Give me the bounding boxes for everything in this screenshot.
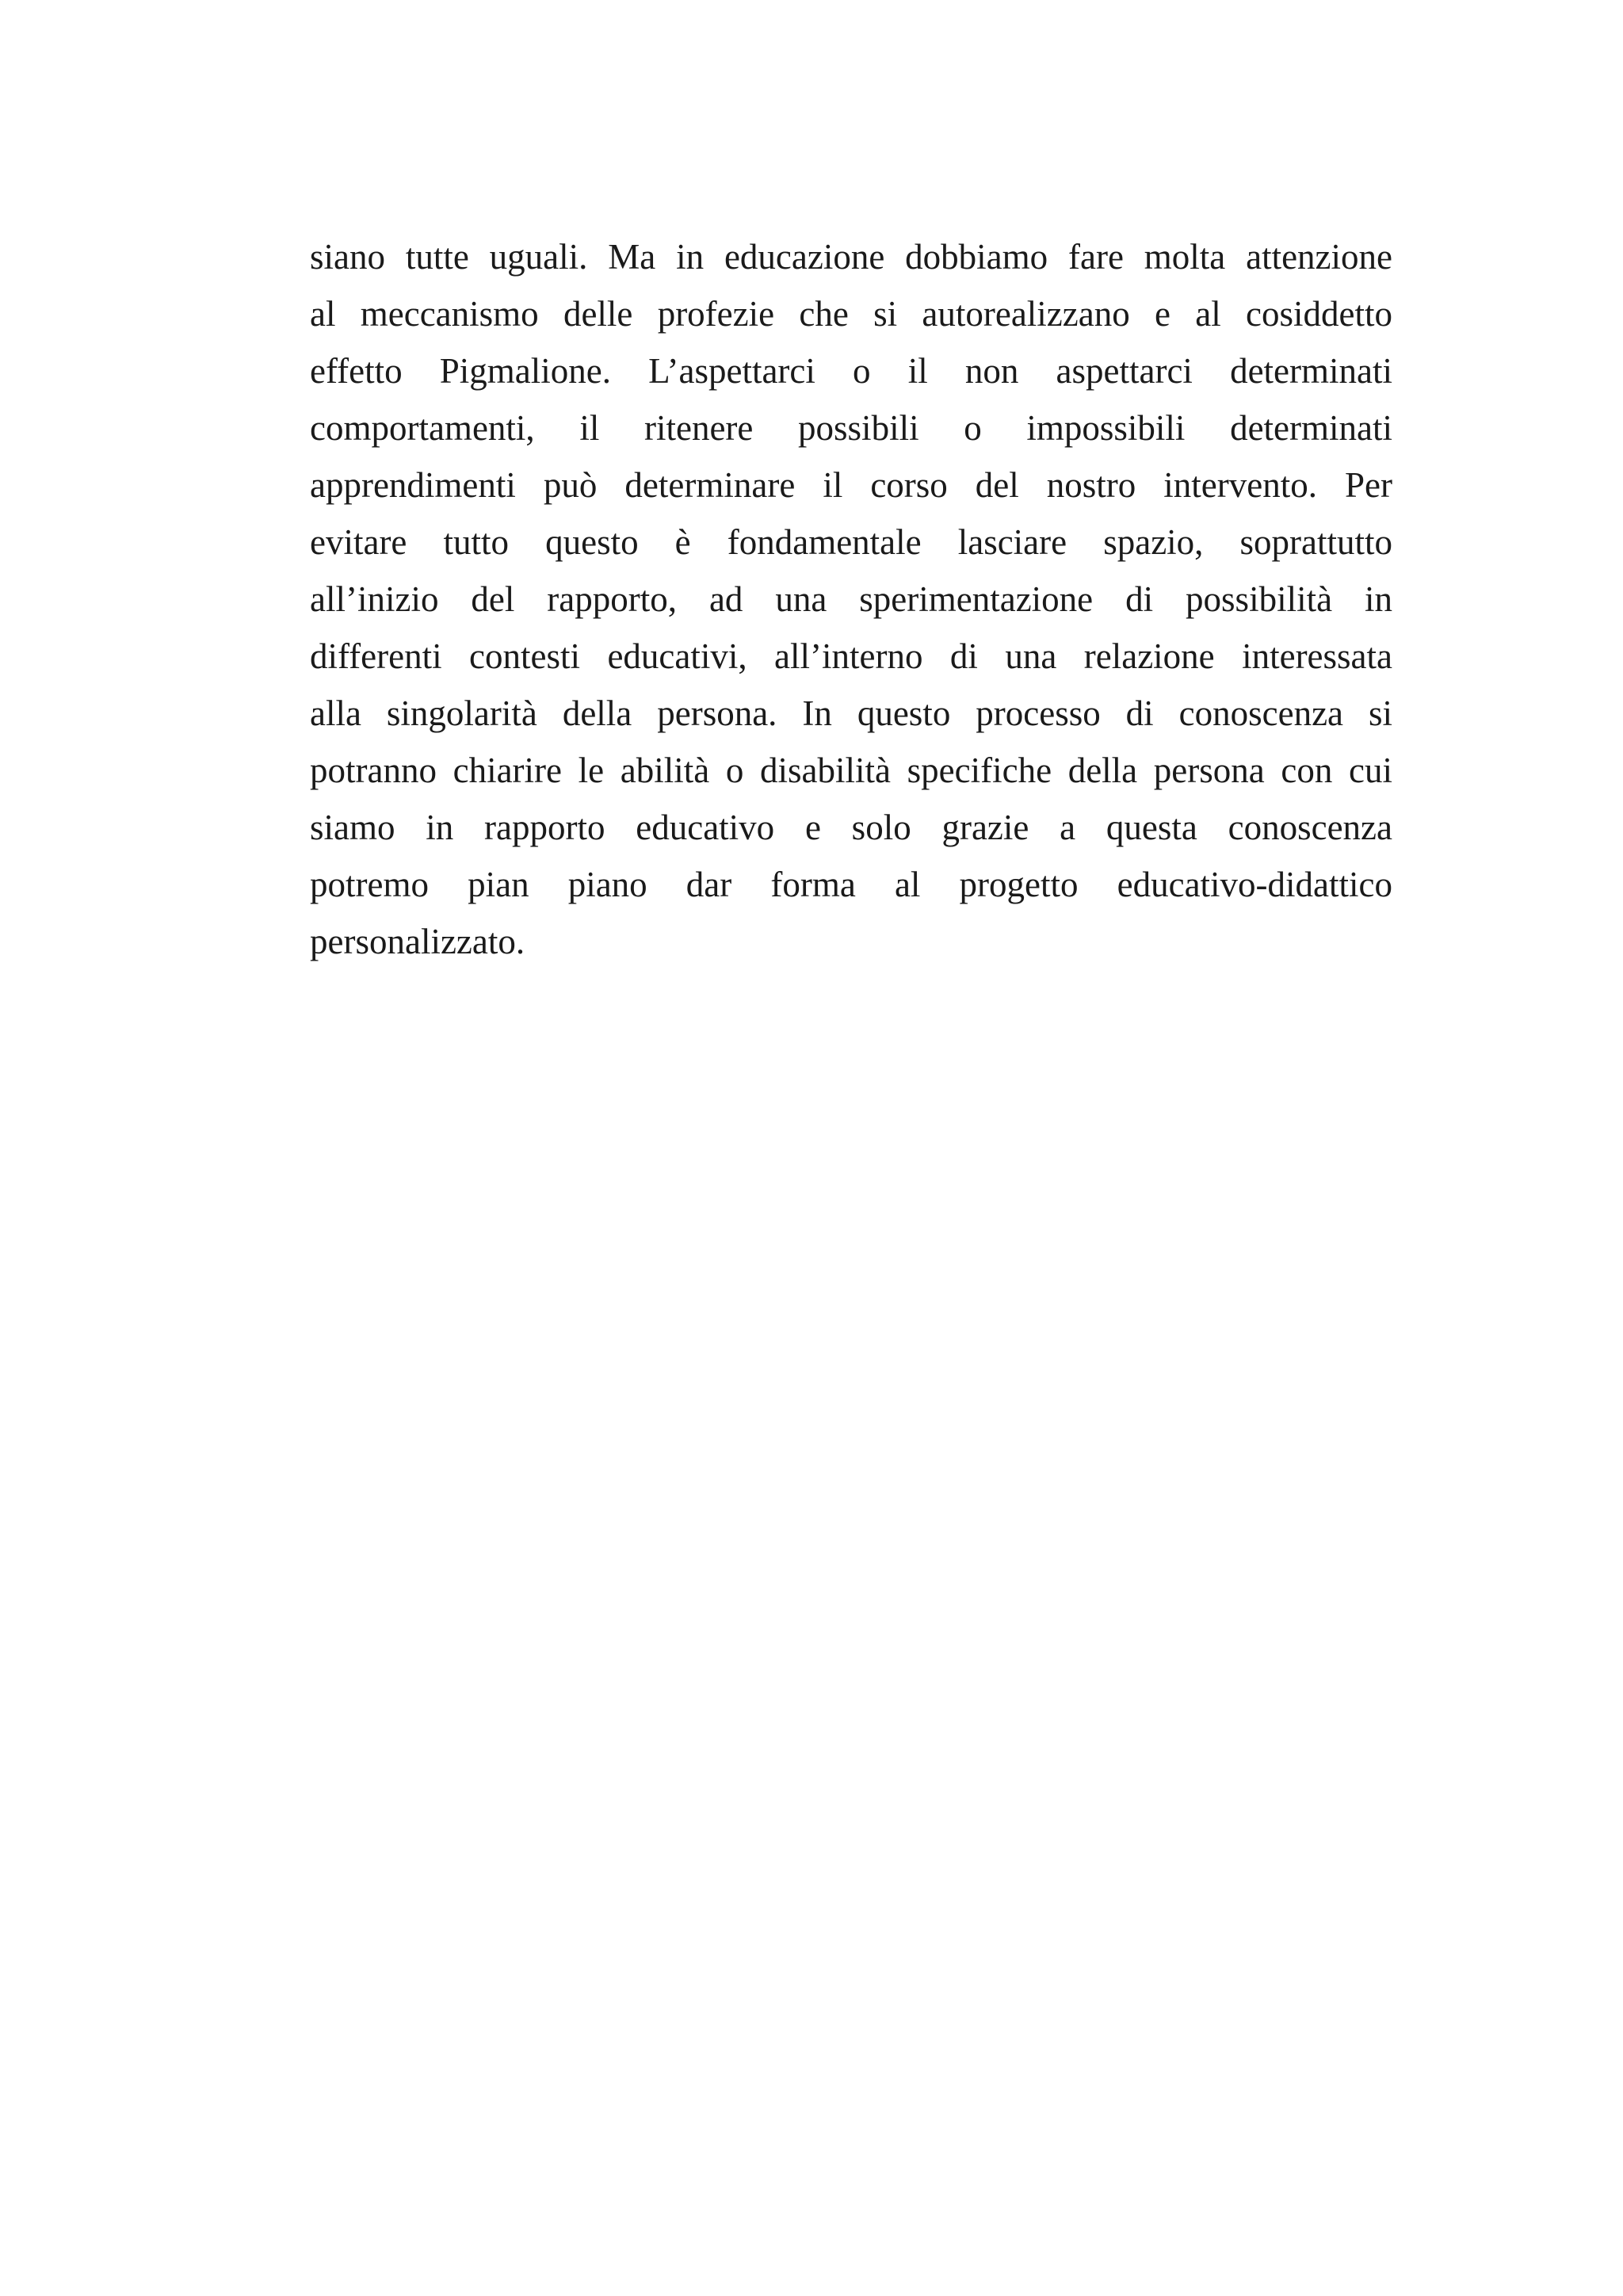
paragraph-line: al meccanismo delle profezie che si autorealizzano e al cosiddetto — [310, 294, 1392, 334]
paragraph-line: siamo in rapporto educativo e solo grazie a questa conoscenza — [310, 808, 1392, 847]
paragraph-line: potremo pian piano dar forma al progetto educativo-didattico — [310, 865, 1392, 904]
paragraph-line: potranno chiarire le abilità o disabilità specifiche della persona con cui — [310, 751, 1392, 790]
paragraph-line: differenti contesti educativi, all’interno di una relazione interessata — [310, 636, 1392, 676]
paragraph-line: comportamenti, il ritenere possibili o impossibili determinati — [310, 408, 1392, 448]
paragraph-line: personalizzato. — [310, 922, 525, 961]
paragraph-line: effetto Pigmalione. L’aspettarci o il non aspettarci determinati — [310, 351, 1392, 391]
body-paragraph — [310, 228, 1392, 970]
paragraph-line: all’inizio del rapporto, ad una sperimentazione di possibilità in — [310, 579, 1392, 619]
paragraph-line: apprendimenti può determinare il corso del nostro intervento. Per — [310, 465, 1392, 505]
paragraph-line: siano tutte uguali. Ma in educazione dobbiamo fare molta attenzione — [310, 237, 1392, 277]
paragraph-line: evitare tutto questo è fondamentale lasciare spazio, soprattutto — [310, 522, 1392, 562]
paragraph-line: alla singolarità della persona. In questo processo di conoscenza si — [310, 693, 1392, 733]
